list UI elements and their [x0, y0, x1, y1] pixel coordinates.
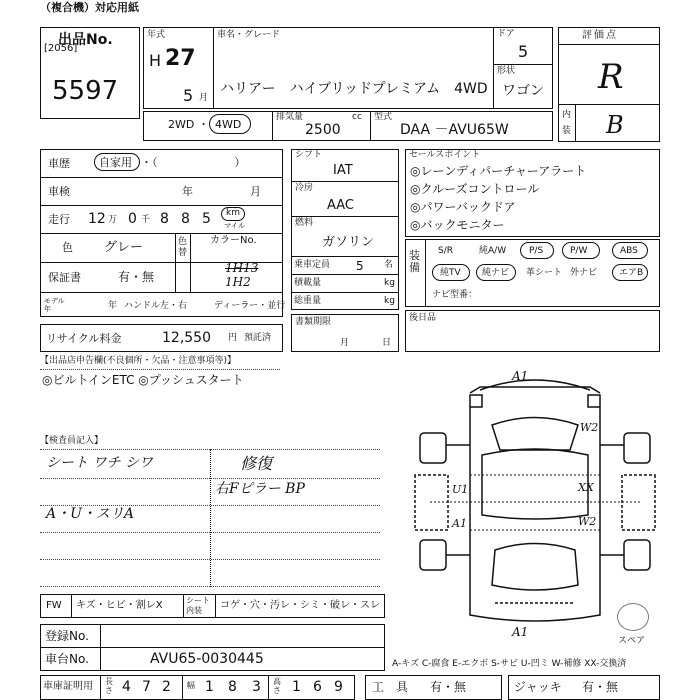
spare-label: スペア	[618, 636, 646, 646]
dealer-label: ディーラー・並行	[214, 301, 286, 311]
year-label: 年式	[147, 30, 166, 40]
year-value: 27	[165, 46, 196, 71]
damage-right-rear: W2	[578, 515, 597, 528]
recycle-unit: 円	[228, 333, 238, 343]
lot-code: [2056]	[44, 43, 78, 54]
drive-4wd: 4WD	[215, 118, 242, 131]
length-d3: 2	[162, 679, 171, 695]
shift-value: IAT	[333, 163, 353, 178]
mileage-man: 12	[88, 211, 106, 227]
fw-seat-items: コゲ・穴・汚レ・シミ・破レ・スレ	[220, 600, 380, 611]
eq-leather: 革シート	[526, 268, 563, 278]
drive-sep: ・	[198, 118, 209, 131]
color-label: 色	[62, 241, 73, 254]
eq-ext-navi: 外ナビ	[570, 268, 598, 278]
mileage-d2: 8	[160, 211, 169, 227]
mileage-man-unit: 万	[108, 215, 118, 225]
inspection-month: 月	[250, 185, 261, 198]
height-d1: 1	[292, 679, 301, 695]
gross-unit: kg	[384, 296, 395, 306]
fw-label: FW	[46, 600, 62, 611]
height-label: 高さ	[273, 677, 281, 695]
chassis-label: 車台No.	[45, 652, 89, 666]
capacity-label: 乗車定員	[294, 260, 331, 270]
damage-legend: A-キズ C-腐食 E-エクボ S-サビ U-凹ミ W-補修 XX-交換済	[392, 659, 627, 669]
fw-items: キズ・ヒビ・割レX	[76, 600, 163, 611]
recycle-label: リサイクル料金	[46, 332, 122, 345]
form-note: （複合機）対応用紙	[40, 1, 139, 14]
drive-2wd: 2WD	[168, 118, 195, 131]
eq-abs: ABS	[620, 246, 638, 256]
notices-text: ◎ビルトインETC ◎プッシュスタート	[42, 373, 244, 387]
model-label: 型式	[374, 112, 393, 122]
eq-tv: 純TV	[440, 268, 461, 278]
deadline-month: 月	[340, 338, 350, 348]
tools-value: 有・無	[430, 680, 467, 694]
width-label: 幅	[187, 681, 195, 690]
sales-point-1: ◎レーンディパーチャーアラート	[410, 164, 587, 178]
model-year-label: モデル年	[44, 297, 65, 313]
color-value: グレー	[104, 240, 144, 255]
inspection-label: 車検	[48, 185, 70, 198]
color-change-label: 色替	[178, 237, 188, 258]
cert-label: 車庫証明用	[43, 681, 93, 692]
inspection-year: 年	[182, 185, 193, 198]
sales-point-3: ◎パワーバックドア	[410, 200, 516, 214]
recycle-value: 12,550	[162, 330, 211, 346]
post-install-box	[405, 310, 660, 352]
chassis-value: AVU65-0030445	[150, 651, 264, 667]
width-d1: 1	[205, 679, 214, 695]
mileage-d1: 0	[128, 211, 137, 227]
tools-label: 工 具	[372, 680, 409, 694]
sales-point-4: ◎バックモニター	[410, 218, 505, 232]
ac-value: AAC	[327, 198, 354, 213]
lot-number: 5597	[52, 76, 119, 106]
damage-rear: A1	[512, 625, 529, 639]
ac-label: 冷房	[295, 183, 314, 193]
doors-label: ドア	[497, 29, 515, 39]
year-era: H	[149, 51, 162, 70]
width-d2: 8	[228, 679, 237, 695]
fuel-label: 燃料	[295, 218, 314, 228]
car-label: 車名・グレード	[217, 30, 281, 40]
history-other: ・（ ）	[141, 156, 246, 169]
score-label: 評価点	[582, 30, 618, 41]
handle-label: ハンドル	[124, 301, 161, 311]
shift-label: シフト	[295, 150, 323, 160]
month-suffix: 月	[199, 93, 209, 103]
width-d3: 3	[252, 679, 261, 695]
eq-pw: P/W	[570, 246, 588, 256]
displacement-value: 2500	[305, 122, 341, 138]
history-private: 自家用	[99, 156, 132, 169]
model-value: DAA －AVU65W	[400, 122, 509, 138]
damage-left-mid: U1	[452, 483, 469, 496]
equipment-label: 装備	[409, 249, 420, 274]
eq-airbag: エアB	[619, 268, 644, 278]
body-shape-value: ワゴン	[502, 83, 544, 99]
inspector-note-3: 修復	[240, 454, 273, 473]
mileage-mile: マイル	[224, 222, 245, 230]
mileage-d3: 8	[181, 211, 190, 227]
capacity-value: 5	[356, 259, 364, 273]
height-d3: 9	[334, 679, 343, 695]
jack-label: ジャッキ	[514, 680, 562, 694]
eq-sr: S/R	[438, 246, 453, 256]
mileage-sen-unit: 千	[141, 215, 151, 225]
sales-point-2: ◎クルーズコントロール	[410, 182, 540, 196]
eq-aw: 純A/W	[479, 246, 507, 256]
body-shape-label: 形状	[497, 66, 516, 76]
interior-value: B	[606, 111, 624, 139]
sales-points-label: セールスポイント	[409, 150, 481, 160]
notices-label: 【出品店申告欄(不良個所・欠品・注意事項等)】	[40, 356, 237, 366]
load-label: 積載量	[294, 278, 322, 288]
interior-label: 内装	[562, 110, 572, 136]
deadline-label: 書類期限	[295, 317, 332, 327]
length-d1: 4	[122, 679, 131, 695]
warranty-value: 有・無	[118, 270, 155, 284]
length-label: 長さ	[105, 677, 113, 695]
displacement-unit: cc	[352, 112, 362, 122]
handle-value: 左・右	[160, 301, 188, 311]
fuel-value: ガソリン	[322, 235, 375, 250]
car-diagram-icon	[410, 365, 660, 630]
height-d2: 6	[313, 679, 322, 695]
plate-label: 登録No.	[45, 629, 89, 643]
score-value: R	[598, 57, 624, 97]
doors-value: 5	[518, 42, 529, 61]
gross-label: 総重量	[294, 296, 322, 306]
mileage-d4: 5	[202, 211, 211, 227]
damage-right-mid: XX	[578, 481, 594, 494]
recycle-note: 預託済	[244, 333, 272, 343]
jack-value: 有・無	[582, 680, 619, 694]
car-name: ハリアー ハイブリッドプレミアム 4WD	[220, 81, 488, 97]
year-month: 5	[183, 86, 194, 105]
color-no-struck: 1H13	[225, 261, 259, 275]
inspector-label: 【検査員記入】	[40, 436, 104, 446]
warranty-label: 保証書	[48, 271, 81, 284]
capacity-unit: 名	[384, 260, 394, 270]
damage-right-front: W2	[580, 421, 599, 434]
inspector-note-4: 右Fピラー BP	[215, 481, 305, 497]
history-label: 車歴	[48, 157, 70, 170]
color-no-value: 1H2	[225, 275, 251, 289]
displacement-label: 排気量	[276, 112, 304, 122]
navi-model-label: ナビ型番：	[432, 290, 478, 300]
deadline-day: 日	[382, 338, 392, 348]
lot-label: 出品No.	[58, 32, 113, 48]
eq-ps: P/S	[529, 246, 544, 256]
mileage-label: 走行	[48, 213, 70, 226]
damage-front: A1	[512, 369, 529, 383]
length-d2: 7	[142, 679, 151, 695]
spare-tire-icon	[617, 603, 649, 631]
load-unit: kg	[384, 278, 395, 288]
model-year-unit: 年	[108, 301, 118, 311]
eq-navi: 純ナビ	[482, 268, 510, 278]
post-install-label: 後日品	[409, 313, 437, 323]
damage-left-rear: A1	[452, 517, 467, 530]
color-no-label: カラーNo.	[210, 235, 257, 246]
inspector-note-1: シート ワチ シワ	[46, 455, 153, 471]
inspector-note-2: A・U・スリA	[46, 506, 135, 522]
mileage-km: km	[226, 208, 240, 218]
fw-seat-label: シート内装	[186, 596, 210, 615]
